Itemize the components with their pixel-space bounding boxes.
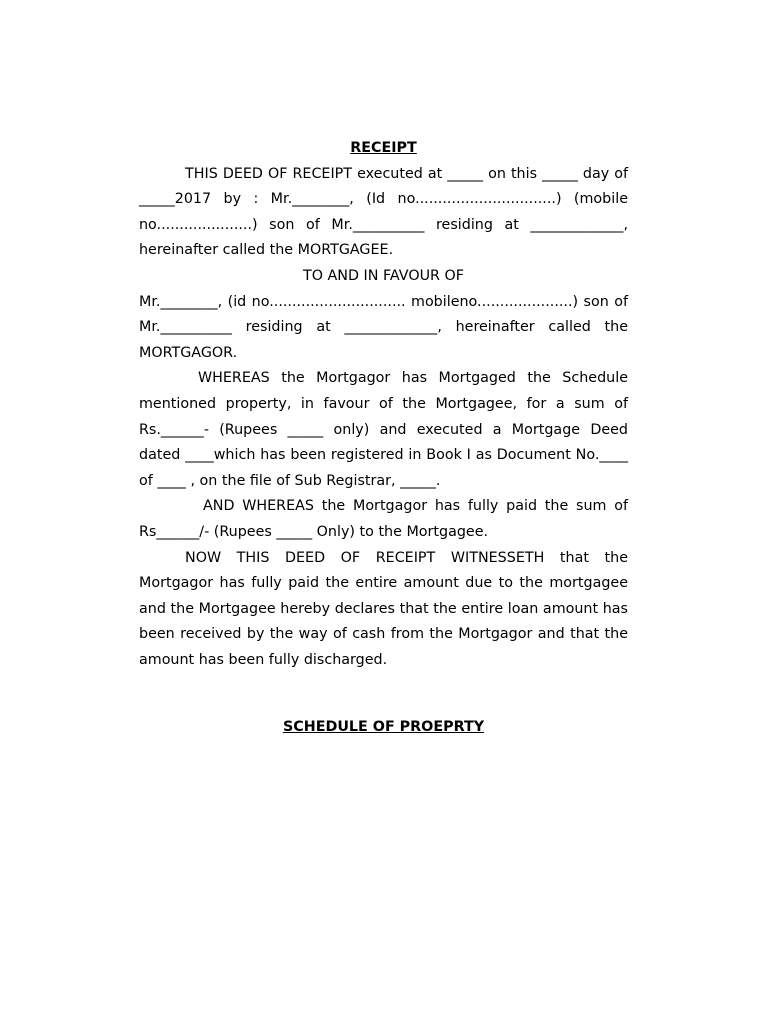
schedule-heading: SCHEDULE OF PROEPRTY — [282, 719, 485, 736]
document-page — [139, 136, 628, 755]
paragraph-and-whereas: AND WHEREAS the Mortgagor has fully paid the sum of Rs______/- (Rupees _____ Only) to the Mortgagee. — [139, 498, 628, 540]
in-favour-of-heading: TO AND IN FAVOUR OF — [303, 267, 464, 284]
paragraph-deed-of-receipt: THIS DEED OF RECEIPT executed at _____ on this _____ day of _____2017 by : Mr.________, (Id no...............................) (mobile no.....................) son of Mr.__________ residing at _____________, hereinafter called the MORTGAGEE. — [139, 165, 628, 259]
paragraph-mortgagor: Mr.________, (id no.............................. mobileno.....................) son of Mr.__________ residing at _____________, hereinafter called the MORTGAGOR. — [139, 293, 628, 361]
paragraph-whereas: WHEREAS the Mortgagor has Mortgaged the Schedule mentioned property, in favour of the Mortgagee, for a sum of Rs.______- (Rupees _____ only) and executed a Mortgage Deed dated ____which has been registered in Book I as Document No.____ of ____ , on the file of Sub Registrar, _____. — [139, 370, 628, 489]
paragraph-witnesseth: NOW THIS DEED OF RECEIPT WITNESSETH that the Mortgagor has fully paid the entire amount due to the mortgagee and the Mortgagee hereby declares that the entire loan amount has been received by the way of cash from the Mortgagor and that the amount has been fully discharged. — [139, 549, 628, 668]
document-title: RECEIPT — [350, 140, 417, 156]
